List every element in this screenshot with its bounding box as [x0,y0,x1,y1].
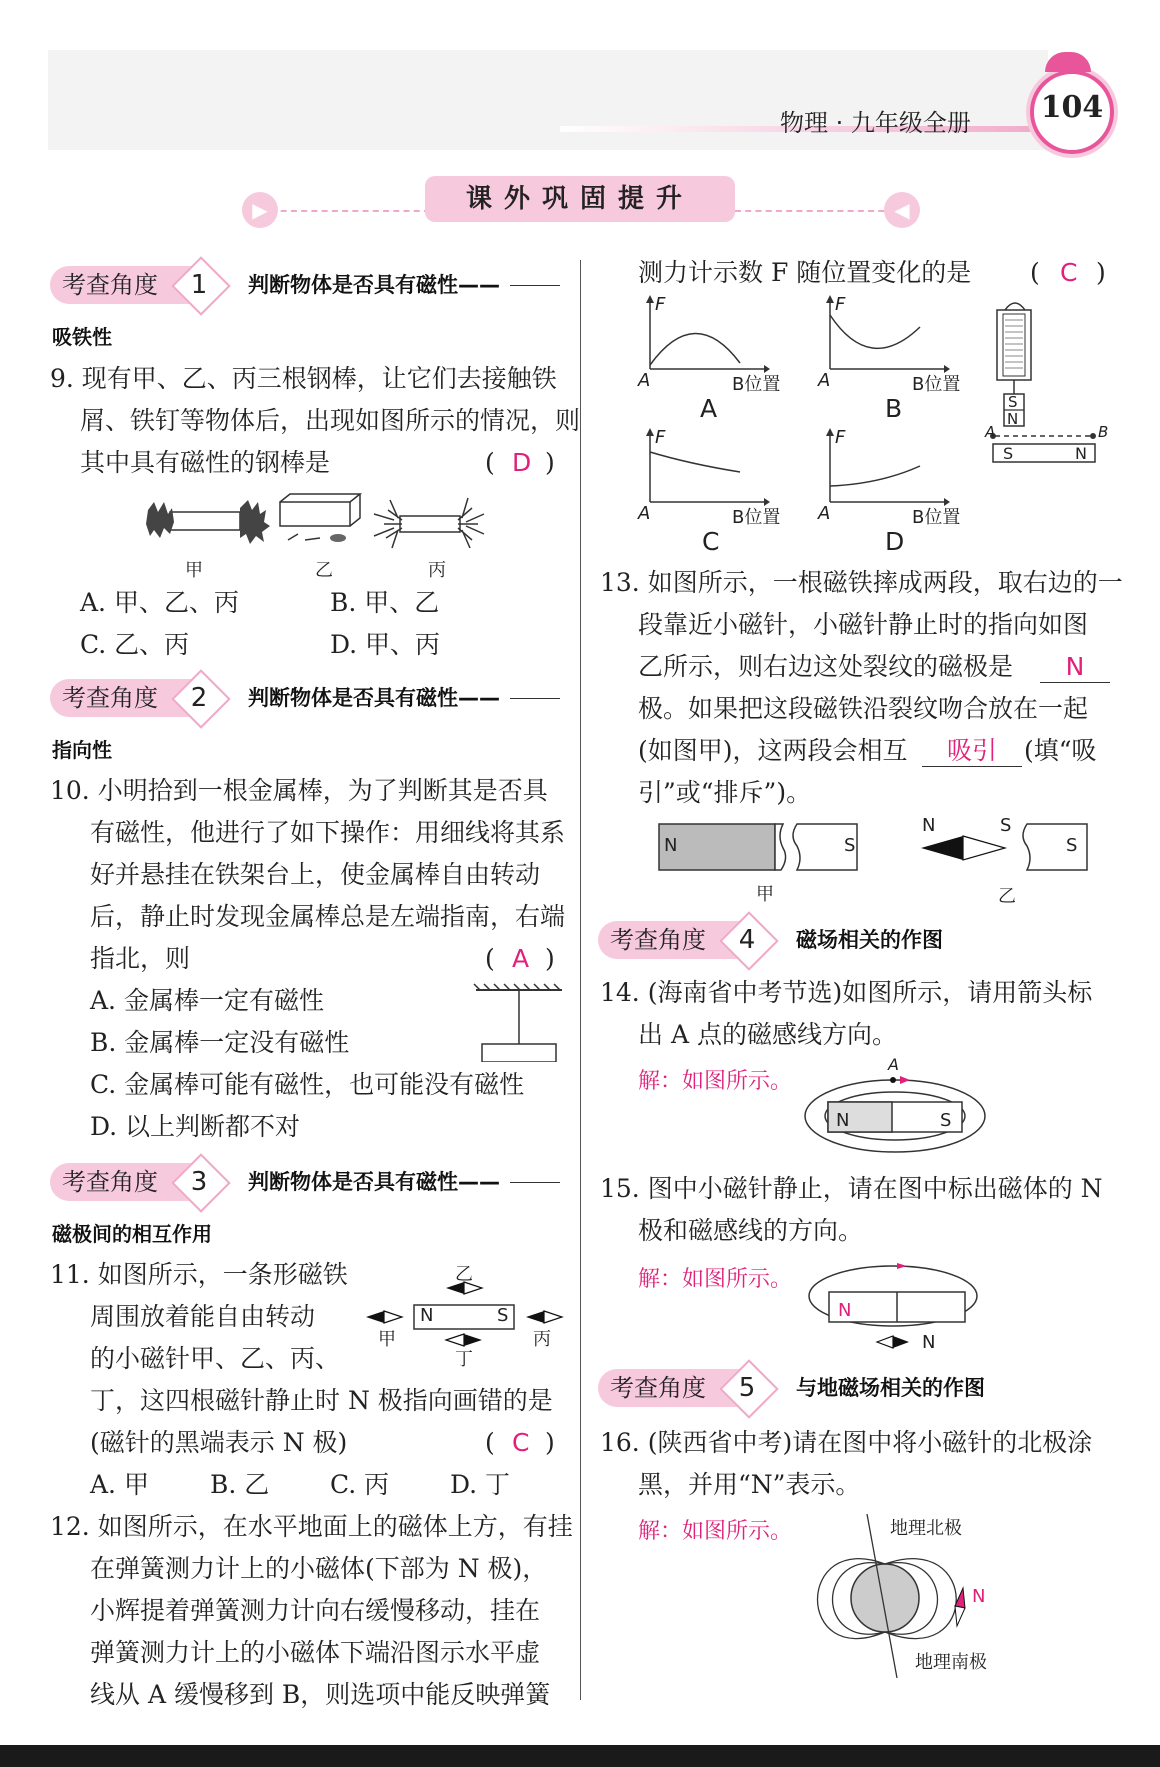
q16-line-1: 16. (陕西省中考)请在图中将小磁针的北极涂 [600,1428,1093,1457]
q12-graph-d-option: D [885,527,905,556]
q10-line-4: 后，静止时发现金属棒总是左端指南，右端 [90,902,566,931]
q15-needle-n: N [922,1332,936,1353]
page-number-tab [1045,52,1091,72]
q12-graph-a-b: B位置 [732,374,781,395]
section-5-num: 5 [738,1373,756,1403]
section-2-num: 2 [190,683,208,713]
q13-line-1: 13. 如图所示，一根磁铁摔成两段，取右边的一 [600,568,1123,597]
banner-title: 课外巩固提升 [465,184,694,214]
q11-line-2: 周围放着能自由转动 [90,1302,316,1331]
q16-label-south: 地理南极 [915,1652,987,1673]
q9-label-jia: 甲 [185,560,203,581]
q13-label-yi: 乙 [998,886,1016,907]
rod-bing [374,498,484,548]
header-subject: 物理 · 九年级全册 [780,109,971,137]
q11-option-c: C. 丙 [330,1470,390,1499]
q14-line-1: 14. (海南省中考节选)如图所示，请用箭头标 [600,978,1093,1007]
q11-label-s: S [497,1305,509,1326]
q16-solution: 解：如图所示。 [638,1519,793,1544]
q12-graph-d-a: A [818,503,831,524]
bottom-band [0,1745,1160,1767]
needle-jia [366,1311,402,1323]
q12-answer: C [1060,258,1078,287]
q12-answer-close: ) [1096,258,1106,287]
q10-answer-close: ) [545,944,555,973]
section-3-label: 考查角度 [62,1168,158,1196]
q12-graph-b-b: B位置 [912,374,961,395]
q11-line-1: 11. 如图所示，一条形磁铁 [50,1260,348,1289]
section-2-title: 判断物体是否具有磁性—— [248,686,500,710]
q10-line-3: 好并悬挂在铁架台上，使金属棒自由转动 [90,860,541,889]
section-5-label: 考查角度 [610,1374,706,1402]
q12-graph-d-b: B位置 [912,507,961,528]
q12-line-5: 线从 A 缓慢移到 B，则选项中能反映弹簧 [90,1680,551,1709]
needle-bing [526,1311,562,1323]
q10-option-a: A. 金属棒一定有磁性 [90,986,324,1015]
q12-line-2: 在弹簧测力计上的小磁体(下部为 N 极)， [90,1554,548,1583]
q9-label-bing: 丙 [428,560,446,581]
q15-figure [805,1256,985,1356]
column-divider [580,260,581,1700]
q12-fig-big-s: S [1003,444,1014,463]
q11-answer: C [512,1428,530,1457]
section-1-label: 考查角度 [62,271,158,299]
q16-line-2: 黑，并用“N”表示。 [638,1470,861,1499]
q10-answer-open: ( [485,944,495,973]
q12-graph-c-b: B位置 [732,507,781,528]
q12-graph-a-a: A [638,370,651,391]
q13-label-n-jia: N [664,835,678,856]
section-4-num: 4 [738,925,756,955]
q13-line-3: 乙所示，则右边这处裂纹的磁极是 [638,652,1014,681]
q12-line-3: 小辉提着弹簧测力计向右缓慢移动，挂在 [90,1596,541,1625]
rod-yi [280,494,360,542]
q9-line-2: 屑、铁钉等物体后，出现如图所示的情况，则 [80,406,581,435]
q9-option-a: A. 甲、乙、丙 [80,588,239,617]
magnet-jia [659,824,857,870]
q14-label-s: S [940,1110,952,1131]
q13-label-n-yi: N [922,815,936,836]
q9-option-c: C. 乙、丙 [80,630,190,659]
section-1-dash [510,285,560,286]
q9-line-1: 9. 现有甲、乙、丙三根钢棒，让它们去接触铁 [50,364,557,393]
page-number: 104 [1040,90,1104,125]
q12-fig-a: A [985,423,996,441]
q13-label-s-yi: S [1000,815,1012,836]
q9-option-b: B. 甲、乙 [330,588,440,617]
q16-label-north: 地理北极 [890,1518,962,1539]
q12-graph-d-f: F [835,427,846,448]
q10-answer: A [512,944,530,973]
q11-option-a: A. 甲 [90,1470,149,1499]
q16-label-n: N [972,1586,986,1607]
q11-line-5: (磁针的黑端表示 N 极) [90,1428,348,1457]
q13-line-2: 段靠近小磁针，小磁针静止时的指向如图 [638,610,1089,639]
q15-solution: 解：如图所示。 [638,1267,793,1292]
section-4-title: 磁场相关的作图 [796,928,943,952]
section-2-subtitle: 指向性 [52,738,112,762]
q13-line-6: (填“吸 [1024,736,1097,765]
q12-graph-b-option: B [885,394,903,423]
q13-blank-2 [922,736,1022,767]
q12-fig-b: B [1098,423,1109,441]
q12-line-6: 测力计示数 F 随位置变化的是 [638,258,972,287]
q11-label-n: N [420,1305,434,1326]
q13-label-s-right: S [1066,835,1078,856]
q11-option-d: D. 丁 [450,1470,511,1499]
rod-jia [146,500,270,544]
q10-line-2: 有磁性，他进行了如下操作：用细线将其系 [90,818,566,847]
q11-answer-close: ) [545,1428,555,1457]
q15-line-2: 极和磁感线的方向。 [638,1216,864,1245]
q12-graph-b-f: F [835,294,846,315]
q12-answer-open: ( [1030,258,1040,287]
section-5-title: 与地磁场相关的作图 [796,1376,985,1400]
q12-graph-c-f: F [655,427,666,448]
banner-arrow-left: ▶ [242,192,278,228]
section-3-num: 3 [190,1167,208,1197]
q11-answer-open: ( [485,1428,495,1457]
q13-label-s-jia: S [844,835,856,856]
q13-line-7: 引”或“排斥”)。 [638,778,812,807]
q10-line-1: 10. 小明拾到一根金属棒，为了判断其是否具 [50,776,548,805]
q12-line-4: 弹簧测力计上的小磁体下端沿图示水平虚 [90,1638,541,1667]
q12-graph-c-option: C [702,527,720,556]
q10-option-d: D. 以上判断都不对 [90,1112,301,1141]
q13-line-5: (如图甲)，这两段会相互 [638,736,908,765]
q12-graph-c-a: A [638,503,651,524]
q11-line-4: 丁，这四根磁针静止时 N 极指向画错的是 [90,1386,553,1415]
q11-label-yi: 乙 [455,1264,473,1285]
q12-spring-figure [985,298,1115,468]
q14-label-n: N [836,1110,850,1131]
q9-label-yi: 乙 [315,560,333,581]
q15-label-n: N [838,1300,852,1321]
q11-label-bing: 丙 [533,1329,551,1350]
section-3-subtitle: 磁极间的相互作用 [52,1222,212,1246]
q13-answer-2: 吸引 [946,736,997,765]
q12-line-1: 12. 如图所示，在水平地面上的磁体上方，有挂 [50,1512,573,1541]
section-3-dash [510,1182,560,1183]
q13-line-4: 极。如果把这段磁铁沿裂纹吻合放在一起 [638,694,1089,723]
q14-figure [800,1064,990,1164]
q12-fig-small-n: N [1007,410,1019,428]
q9-answer-close: ) [545,448,555,477]
q12-graph-a-f: F [655,294,666,315]
q11-option-b: B. 乙 [210,1470,270,1499]
q9-answer-open: ( [485,448,495,477]
section-1-title: 判断物体是否具有磁性—— [248,273,500,297]
q14-solution: 解：如图所示。 [638,1069,793,1094]
q11-label-ding: 丁 [455,1349,473,1370]
q9-answer: D [512,448,532,477]
q13-blank-1 [1040,652,1110,683]
section-1-num: 1 [190,270,208,300]
q9-option-d: D. 甲、丙 [330,630,441,659]
section-2-dash [510,698,560,699]
q10-option-b: B. 金属棒一定没有磁性 [90,1028,350,1057]
section-2-label: 考查角度 [62,684,158,712]
q12-graph-b-a: A [818,370,831,391]
section-1-subtitle: 吸铁性 [52,325,112,349]
q15-line-1: 15. 图中小磁针静止，请在图中标出磁体的 N [600,1174,1103,1203]
q14-label-a: A [888,1055,899,1074]
q10-line-5: 指北，则 [90,944,191,973]
q13-figure [655,820,1095,886]
q12-fig-small-s: S [1008,393,1018,411]
q11-label-jia: 甲 [378,1329,396,1350]
q9-line-3: 其中具有磁性的钢棒是 [80,448,331,477]
q10-figure [470,982,565,1062]
banner-arrow-right: ◀ [884,192,920,228]
q11-line-3: 的小磁针甲、乙、丙、 [90,1344,341,1373]
section-4-label: 考查角度 [610,926,706,954]
q13-answer-1: N [1065,652,1085,681]
q14-line-2: 出 A 点的磁感线方向。 [638,1020,897,1049]
q12-graph-a-option: A [700,394,718,423]
q12-fig-big-n: N [1075,444,1087,463]
q13-label-jia: 甲 [756,884,774,905]
q10-option-c: C. 金属棒可能有磁性，也可能没有磁性 [90,1070,525,1099]
section-3-title: 判断物体是否具有磁性—— [248,1170,500,1194]
